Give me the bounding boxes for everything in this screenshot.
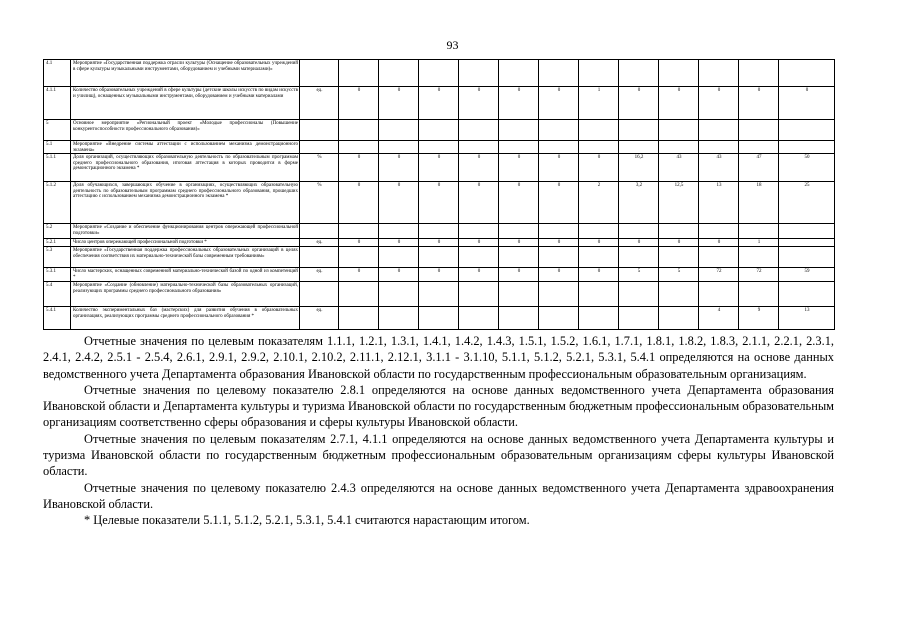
row-unit-cell: % xyxy=(300,154,339,182)
row-value-cell xyxy=(619,120,659,141)
indicators-table xyxy=(43,59,835,330)
body-paragraph: Отчетные значения по целевым показателям 2.7.1, 4.1.1 определяются на основе данных ведомственного учета Департамента культуры и туризма Ивановской области по государственным бюджетным профессиональным образовательным организациям сферы культуры Ивановской области. xyxy=(43,431,834,479)
row-value-cell: 0 xyxy=(419,182,459,224)
row-value-cell: 0 xyxy=(779,87,835,120)
row-value-cell xyxy=(499,120,539,141)
body-text xyxy=(43,333,834,529)
row-value-cell xyxy=(619,141,659,154)
row-value-cell xyxy=(379,141,419,154)
body-paragraph: Отчетные значения по целевому показателю 2.8.1 определяются на основе данных ведомственного учета Департамента образования Ивановской области и Департамента культуры и туризма Ивановской области по государственным бюджетным профессиональным образовательным организациям соответственно сферы образования и сферы культуры Ивановской области. xyxy=(43,382,834,430)
row-value-cell: 3,2 xyxy=(619,182,659,224)
row-value-cell: 0 xyxy=(499,87,539,120)
row-code-cell: 5.2.1 xyxy=(44,239,71,247)
row-name-cell: Количество экспериментальных баз (мастерских) для развития обучения в образовательных организациях, реализующих программы среднего профессионального образования * xyxy=(71,307,300,330)
row-value-cell: 0 xyxy=(659,87,699,120)
row-value-cell: 72 xyxy=(699,268,739,282)
row-value-cell xyxy=(459,60,499,87)
row-value-cell: 0 xyxy=(339,182,379,224)
row-value-cell xyxy=(499,307,539,330)
row-code-cell: 5.4.1 xyxy=(44,307,71,330)
row-value-cell: 0 xyxy=(379,182,419,224)
row-value-cell: 0 xyxy=(379,239,419,247)
row-value-cell xyxy=(339,224,379,239)
row-value-cell xyxy=(619,224,659,239)
row-value-cell xyxy=(339,307,379,330)
table-row xyxy=(44,60,835,87)
body-paragraph: Отчетные значения по целевым показателям 1.1.1, 1.2.1, 1.3.1, 1.4.1, 1.4.2, 1.4.3, 1.5.1, 1.5.2, 1.6.1, 1.7.1, 1.8.1, 1.8.2, 1.8.3, 2.1.1, 2.2.1, 2.3.1, 2.4.1, 2.4.2, 2.5.1 - 2.5.4, 2.6.1, 2.9.1, 2.9.2, 2.10.1, 2.10.2, 2.11.1, 2.12.1, 3.1.1 - 3.1.10, 5.1.1, 5.1.2, 5.2.1, 5.3.1, 5.4.1 определяются на основе данных ведомственного учета Департамента образования Ивановской области по государственным профессиональным образовательным организациям. xyxy=(43,334,834,381)
row-value-cell xyxy=(419,224,459,239)
row-value-cell xyxy=(539,141,579,154)
table-row xyxy=(44,141,835,154)
row-value-cell xyxy=(459,282,499,307)
row-value-cell: 9 xyxy=(739,307,779,330)
row-value-cell: 0 xyxy=(339,154,379,182)
row-value-cell xyxy=(499,282,539,307)
row-value-cell xyxy=(459,141,499,154)
row-value-cell xyxy=(539,282,579,307)
row-value-cell xyxy=(779,282,835,307)
row-unit-cell: ед. xyxy=(300,239,339,247)
row-value-cell xyxy=(499,60,539,87)
row-value-cell xyxy=(579,307,619,330)
row-value-cell: 0 xyxy=(459,87,499,120)
row-unit-cell: ед. xyxy=(300,268,339,282)
row-code-cell: 5.1 xyxy=(44,141,71,154)
row-value-cell xyxy=(339,247,379,268)
row-value-cell xyxy=(699,60,739,87)
row-value-cell: 0 xyxy=(539,182,579,224)
row-value-cell: 25 xyxy=(779,182,835,224)
row-value-cell xyxy=(579,60,619,87)
row-value-cell xyxy=(699,224,739,239)
row-value-cell xyxy=(419,247,459,268)
row-code-cell: 4.1.1 xyxy=(44,87,71,120)
row-value-cell: 0 xyxy=(499,182,539,224)
row-name-cell: Количество образовательных учреждений в сфере культуры (детские школы искусств по видам искусств и училищ), оснащенных музыкальными инструментами, оборудованием и учебными материалами xyxy=(71,87,300,120)
row-value-cell: 0 xyxy=(699,87,739,120)
row-value-cell: 0 xyxy=(419,268,459,282)
row-value-cell: 0 xyxy=(339,87,379,120)
row-value-cell xyxy=(539,120,579,141)
row-value-cell xyxy=(739,141,779,154)
row-name-cell: Мероприятие «Создание и обеспечение функционирования центров опережающей профессиональной подготовки» xyxy=(71,224,300,239)
row-value-cell xyxy=(659,60,699,87)
row-value-cell xyxy=(339,60,379,87)
row-name-cell: Мероприятие «Создание (обновление) материально-технической базы образовательных организаций, реализующих программы среднего профессионального образования» xyxy=(71,282,300,307)
row-name-cell: Число центров опережающей профессиональной подготовки * xyxy=(71,239,300,247)
row-value-cell xyxy=(339,282,379,307)
row-value-cell xyxy=(339,120,379,141)
row-value-cell: 0 xyxy=(739,87,779,120)
row-value-cell: 18 xyxy=(739,182,779,224)
row-value-cell: 0 xyxy=(499,268,539,282)
row-unit-cell xyxy=(300,120,339,141)
row-value-cell xyxy=(419,141,459,154)
row-value-cell xyxy=(379,60,419,87)
row-unit-cell xyxy=(300,141,339,154)
row-value-cell xyxy=(419,282,459,307)
row-value-cell: 0 xyxy=(419,154,459,182)
row-unit-cell: ед. xyxy=(300,307,339,330)
row-value-cell xyxy=(659,307,699,330)
row-value-cell xyxy=(539,307,579,330)
row-value-cell: 0 xyxy=(459,182,499,224)
row-value-cell: 0 xyxy=(379,268,419,282)
row-unit-cell: % xyxy=(300,182,339,224)
row-value-cell: 13 xyxy=(699,182,739,224)
row-name-cell: Мероприятие «Внедрение системы аттестации с использованием механизма демонстрационного экзамена» xyxy=(71,141,300,154)
row-code-cell: 5.1.2 xyxy=(44,182,71,224)
row-value-cell: 0 xyxy=(579,154,619,182)
table-row xyxy=(44,120,835,141)
row-value-cell: 43 xyxy=(699,154,739,182)
table-row xyxy=(44,307,835,330)
row-value-cell xyxy=(499,224,539,239)
row-value-cell xyxy=(739,60,779,87)
row-name-cell: Доля обучающихся, завершающих обучение в организациях, осуществляющих образовательную деятельность по образовательным программам среднего профессионального образования, прошедших аттестацию с использованием механизма демонстрационного экзамена * xyxy=(71,182,300,224)
row-value-cell: 43 xyxy=(659,154,699,182)
row-value-cell: 0 xyxy=(539,154,579,182)
row-value-cell: 47 xyxy=(739,154,779,182)
row-value-cell xyxy=(699,282,739,307)
row-value-cell: 4 xyxy=(699,307,739,330)
row-code-cell: 5.3 xyxy=(44,247,71,268)
row-value-cell xyxy=(579,282,619,307)
row-value-cell xyxy=(779,247,835,268)
row-value-cell xyxy=(579,247,619,268)
row-value-cell xyxy=(739,224,779,239)
row-value-cell xyxy=(779,141,835,154)
row-value-cell: 0 xyxy=(539,268,579,282)
row-value-cell xyxy=(659,247,699,268)
row-unit-cell xyxy=(300,224,339,239)
row-value-cell xyxy=(619,60,659,87)
row-value-cell: 0 xyxy=(419,87,459,120)
row-value-cell: 16,2 xyxy=(619,154,659,182)
row-value-cell xyxy=(339,141,379,154)
row-value-cell: 0 xyxy=(499,154,539,182)
table-row xyxy=(44,268,835,282)
row-value-cell: 0 xyxy=(379,154,419,182)
row-value-cell: 0 xyxy=(339,268,379,282)
row-value-cell xyxy=(419,120,459,141)
row-name-cell: Мероприятие «Государственная поддержка отрасли культуры (Оснащение образовательных учреждений в сфере культуры музыкальными инструментами, оборудованием и учебными материалами)» xyxy=(71,60,300,87)
row-value-cell xyxy=(739,282,779,307)
row-name-cell: Число мастерских, оснащенных современной материально-технической базой по одной из компетенций * xyxy=(71,268,300,282)
row-value-cell xyxy=(619,247,659,268)
row-value-cell xyxy=(379,120,419,141)
row-value-cell: 0 xyxy=(339,239,379,247)
row-value-cell xyxy=(699,141,739,154)
row-value-cell xyxy=(739,120,779,141)
footnote-paragraph: * Целевые показатели 5.1.1, 5.1.2, 5.2.1, 5.3.1, 5.4.1 считаются нарастающим итогом. xyxy=(84,513,530,528)
row-value-cell xyxy=(699,247,739,268)
row-value-cell xyxy=(779,60,835,87)
row-value-cell xyxy=(779,224,835,239)
row-value-cell xyxy=(459,120,499,141)
row-value-cell xyxy=(539,224,579,239)
row-value-cell: 0 xyxy=(659,239,699,247)
row-value-cell xyxy=(379,307,419,330)
row-value-cell xyxy=(779,120,835,141)
row-value-cell: 0 xyxy=(619,87,659,120)
row-value-cell: 50 xyxy=(779,154,835,182)
row-value-cell: 0 xyxy=(459,239,499,247)
row-unit-cell xyxy=(300,282,339,307)
row-unit-cell xyxy=(300,60,339,87)
row-value-cell: 13 xyxy=(779,307,835,330)
body-paragraph: Отчетные значения по целевому показателю 2.4.3 определяются на основе данных ведомственного учета Департамента здравоохранения Ивановской области. xyxy=(43,480,834,511)
row-value-cell xyxy=(779,239,835,247)
row-value-cell xyxy=(699,120,739,141)
row-value-cell xyxy=(619,307,659,330)
row-value-cell xyxy=(379,224,419,239)
row-value-cell: 5 xyxy=(659,268,699,282)
row-value-cell xyxy=(579,224,619,239)
table-row xyxy=(44,247,835,268)
row-unit-cell: ед. xyxy=(300,87,339,120)
row-value-cell: 0 xyxy=(459,268,499,282)
row-value-cell: 72 xyxy=(739,268,779,282)
row-value-cell xyxy=(659,120,699,141)
row-value-cell: 0 xyxy=(579,239,619,247)
row-value-cell xyxy=(659,224,699,239)
row-value-cell: 0 xyxy=(499,239,539,247)
row-code-cell: 5.4 xyxy=(44,282,71,307)
row-value-cell: 0 xyxy=(619,239,659,247)
table-row xyxy=(44,182,835,224)
row-value-cell xyxy=(579,120,619,141)
row-value-cell xyxy=(419,60,459,87)
row-value-cell: 59 xyxy=(779,268,835,282)
row-value-cell: 0 xyxy=(579,268,619,282)
row-value-cell xyxy=(459,247,499,268)
row-value-cell: 1 xyxy=(739,239,779,247)
row-value-cell xyxy=(459,307,499,330)
row-value-cell xyxy=(499,247,539,268)
row-value-cell xyxy=(539,60,579,87)
row-name-cell: Основное мероприятие «Региональный проект «Молодые профессионалы (Повышение конкурентоспособности профессионального образования)» xyxy=(71,120,300,141)
row-value-cell: 5 xyxy=(619,268,659,282)
table-row xyxy=(44,239,835,247)
row-value-cell: 0 xyxy=(379,87,419,120)
table-body xyxy=(44,60,835,330)
row-code-cell: 4.1 xyxy=(44,60,71,87)
row-value-cell: 0 xyxy=(699,239,739,247)
row-value-cell: 0 xyxy=(539,87,579,120)
row-value-cell: 0 xyxy=(419,239,459,247)
row-code-cell: 5 xyxy=(44,120,71,141)
table-row xyxy=(44,224,835,239)
table-row xyxy=(44,154,835,182)
row-value-cell: 0 xyxy=(459,154,499,182)
row-name-cell: Доля организаций, осуществляющих образовательную деятельность по образовательным программам среднего профессионального образования, итоговая аттестация в которых проводится в форме демонстрационного экзамена * xyxy=(71,154,300,182)
row-value-cell xyxy=(619,282,659,307)
row-code-cell: 5.2 xyxy=(44,224,71,239)
row-value-cell xyxy=(659,282,699,307)
row-value-cell xyxy=(459,224,499,239)
row-value-cell xyxy=(499,141,539,154)
row-code-cell: 5.3.1 xyxy=(44,268,71,282)
table-row xyxy=(44,87,835,120)
row-name-cell: Мероприятие «Государственная поддержка профессиональных образовательных организаций в целях обеспечения соответствия их материально-технической базы современным требованиям» xyxy=(71,247,300,268)
row-value-cell: 0 xyxy=(539,239,579,247)
row-value-cell xyxy=(379,282,419,307)
row-value-cell xyxy=(659,141,699,154)
row-value-cell xyxy=(539,247,579,268)
table-row xyxy=(44,282,835,307)
row-code-cell: 5.1.1 xyxy=(44,154,71,182)
page-number: 93 xyxy=(446,38,459,52)
row-value-cell xyxy=(379,247,419,268)
row-value-cell xyxy=(419,307,459,330)
row-value-cell: 12,5 xyxy=(659,182,699,224)
row-value-cell: 2 xyxy=(579,182,619,224)
row-value-cell xyxy=(579,141,619,154)
row-value-cell: 1 xyxy=(579,87,619,120)
row-value-cell xyxy=(739,247,779,268)
row-unit-cell xyxy=(300,247,339,268)
